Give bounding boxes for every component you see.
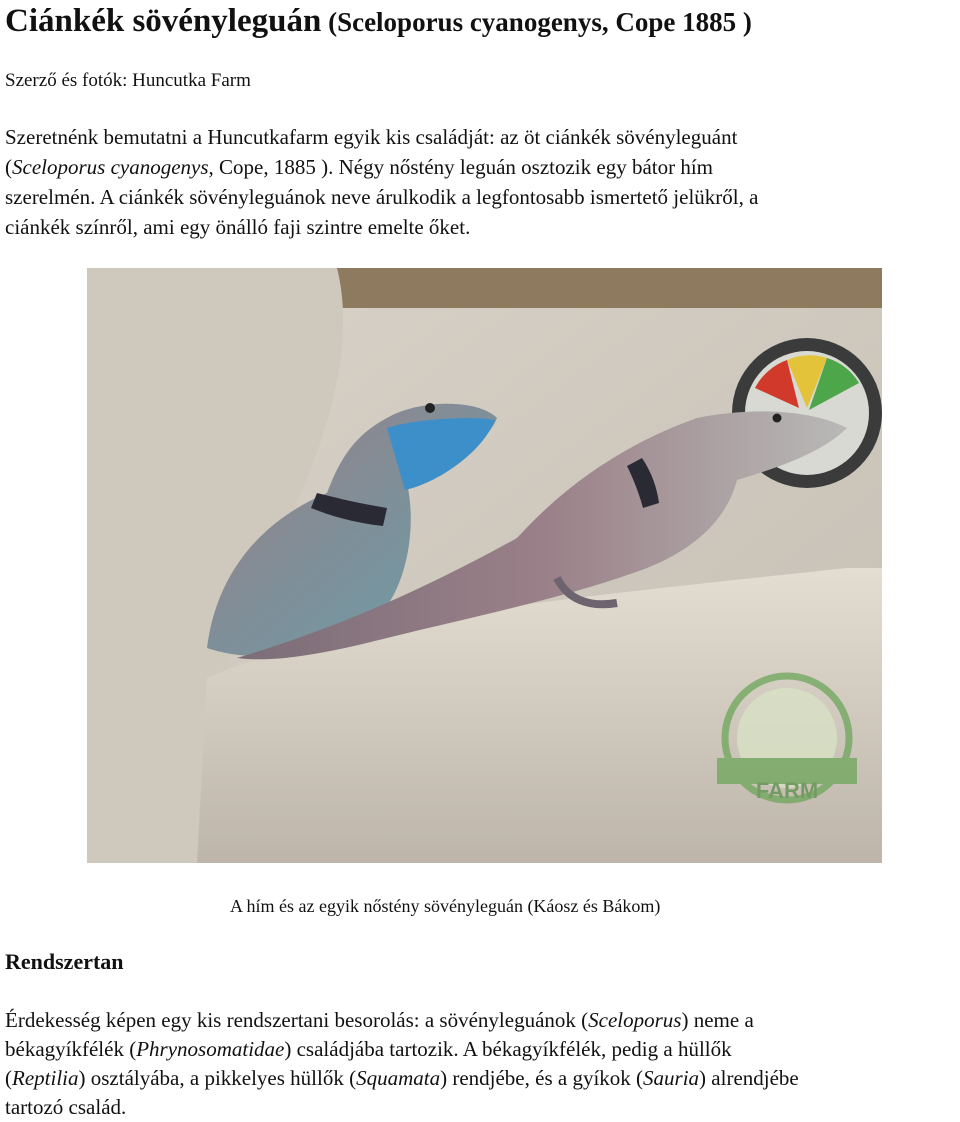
intro-line: szerelmén. A ciánkék sövényleguánok neve árulkodik a legfontosabb ismertető jelükről, a xyxy=(5,185,759,209)
order-name: Squamata xyxy=(356,1066,441,1090)
taxonomy-line: békagyíkfélék (Phrynosomatidae) családjába tartozik. A békagyíkfélék, pedig a hüllők xyxy=(5,1037,732,1061)
section-heading-taxonomy: Rendszertan xyxy=(5,949,124,974)
family-name: Phrynosomatidae xyxy=(136,1037,285,1061)
farm-watermark: FARM xyxy=(755,778,819,803)
author-line: Szerző és fotók: Huncutka Farm xyxy=(5,70,251,91)
page-title xyxy=(5,0,752,42)
suborder-name: Sauria xyxy=(643,1066,700,1090)
taxonomy-line: Érdekesség képen egy kis rendszertani besorolás: a sövényleguánok (Sceloporus) neme a xyxy=(5,1008,754,1032)
intro-line: Szeretnénk bemutatni a Huncutkafarm egyik kis családját: az öt ciánkék sövényleguánt xyxy=(5,125,738,149)
class-name: Reptilia xyxy=(12,1066,79,1090)
taxonomy-paragraph xyxy=(5,1006,960,1122)
title-common-name: Ciánkék sövényleguán xyxy=(5,3,322,39)
title-scientific-name: (Sceloporus cyanogenys, Cope 1885 ) xyxy=(321,7,752,37)
intro-line: ciánkék színről, ami egy önálló faji szintre emelte őket. xyxy=(5,215,471,239)
photo-caption: A hím és az egyik nőstény sövényleguán (Káosz és Bákom) xyxy=(230,896,661,916)
genus-name: Sceloporus xyxy=(588,1008,682,1032)
intro-paragraph xyxy=(5,122,960,242)
lizard-photo xyxy=(87,268,882,863)
intro-line: (Sceloporus cyanogenys, Cope, 1885 ). Négy nőstény leguán osztozik egy bátor hím xyxy=(5,155,714,179)
species-name: Sceloporus cyanogenys xyxy=(12,155,209,179)
taxonomy-line: tartozó család. xyxy=(5,1095,127,1119)
taxonomy-line: (Reptilia) osztályába, a pikkelyes hüllők (Squamata) rendjébe, és a gyíkok (Sauria) alrendjébe xyxy=(5,1066,799,1090)
